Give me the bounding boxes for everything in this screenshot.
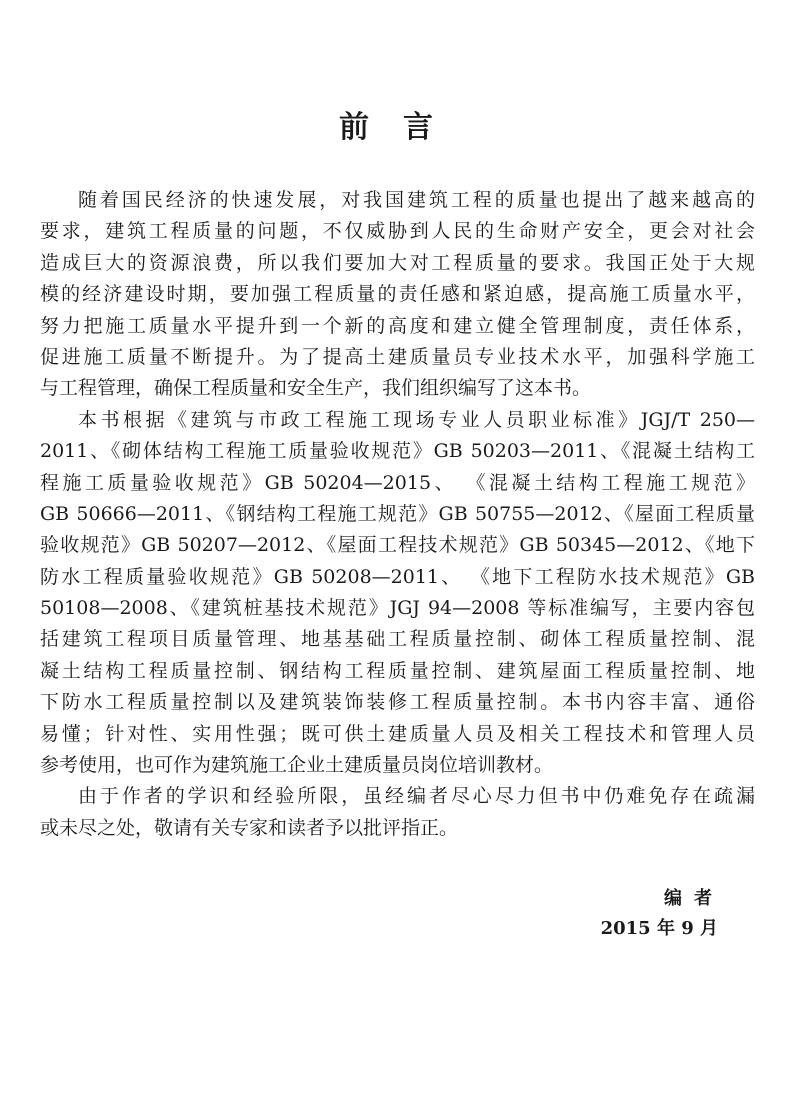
text-line: 下防水工程质量控制以及建筑装饰装修工程质量控制。本书内容丰富、通俗: [40, 691, 755, 714]
text-line: 或未尽之处，敬请有关专家和读者予以批评指正。: [40, 816, 459, 839]
text-line: 要求，建筑工程质量的问题，不仅威胁到人民的生命财产安全，更会对社会: [40, 220, 755, 243]
text-line: 易懂；针对性、实用性强；既可供土建质量人员及相关工程技术和管理人员: [40, 722, 755, 745]
signature-block: [600, 884, 724, 944]
text-line: 防水工程质量验收规范》GB 50208—2011、 《地下工程防水技术规范》GB: [40, 565, 755, 588]
text-line: 随着国民经济的快速发展，对我国建筑工程的质量也提出了越来越高的: [78, 189, 755, 211]
text-line: 模的经济建设时期，要加强工程质量的责任感和紧迫感，提高施工质量水平，: [40, 283, 755, 306]
text-line: 凝土结构工程质量控制、钢结构工程质量控制、建筑屋面工程质量控制、地: [40, 659, 755, 682]
text-line: 由于作者的学识和经验所限，虽经编者尽心尽力但书中仍难免存在疏漏: [78, 785, 755, 808]
text-line: 50108—2008、《建筑桩基技术规范》JGJ 94—2008 等标准编写，主要内容包: [40, 597, 755, 620]
text-line: GB 50666—2011、《钢结构工程施工规范》GB 50755—2012、《屋面工程质量: [40, 502, 755, 525]
signature-date: 2015 年 9 月: [600, 918, 718, 939]
page-title: 前言: [339, 110, 467, 145]
text-line: 本书根据《建筑与市政工程施工现场专业人员职业标准》JGJ/T 250—: [78, 408, 755, 431]
text-line: 促进施工质量不断提升。为了提高土建质量员专业技术水平，加强科学施工: [40, 345, 755, 368]
document-body: [40, 185, 755, 844]
text-line: 努力把施工质量水平提升到一个新的高度和建立健全管理制度，责任体系，: [40, 314, 755, 337]
text-line: 2011、《砌体结构工程施工质量验收规范》GB 50203—2011、《混凝土结构工: [40, 440, 755, 463]
text-line: 与工程管理，确保工程质量和安全生产，我们组织编写了这本书。: [40, 377, 592, 400]
text-line: 括建筑工程项目质量管理、地基基础工程质量控制、砌体工程质量控制、混: [40, 628, 755, 651]
text-line: 验收规范》GB 50207—2012、《屋面工程技术规范》GB 50345—2012、《地下: [40, 534, 755, 557]
text-line: 造成巨大的资源浪费，所以我们要加大对工程质量的要求。我国正处于大规: [40, 251, 755, 274]
text-line: 参考使用，也可作为建筑施工企业土建质量员岗位培训教材。: [40, 754, 554, 777]
signature-author: 编者: [664, 888, 724, 909]
text-line: 程施工质量验收规范》GB 50204—2015、 《混凝土结构工程施工规范》: [40, 471, 755, 494]
